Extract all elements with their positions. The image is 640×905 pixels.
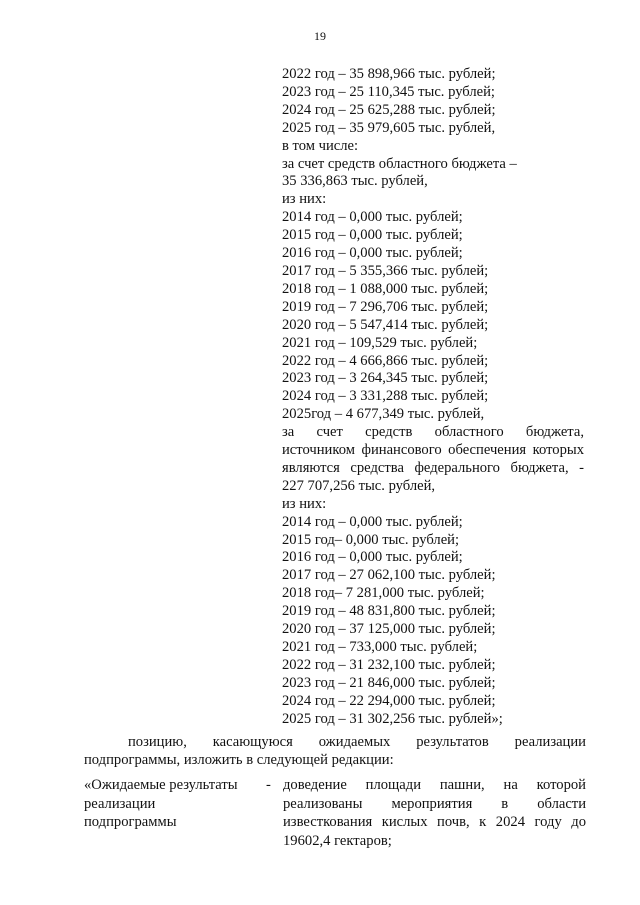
federal-year-line: 2021 год – 733,000 тыс. рублей; xyxy=(282,639,478,655)
federal-total-line: 227 707,256 тыс. рублей, xyxy=(282,477,436,494)
regional-year-line: 2015 год – 0,000 тыс. рублей; xyxy=(282,227,463,244)
outcome-label-line: подпрограммы xyxy=(84,814,177,830)
federal-total-line: из них: xyxy=(282,495,327,512)
regional-year-line: 2017 год – 5 355,366 тыс. рублей; xyxy=(282,262,489,279)
funding-line: 35 336,863 тыс. рублей, xyxy=(282,173,428,190)
regional-year-line: 2019 год – 7 296,706 тыс. рублей; xyxy=(282,298,489,315)
funding-line: в том числе: xyxy=(282,137,359,154)
funding-line: 2025 год – 35 979,605 тыс. рублей, xyxy=(282,119,496,136)
outcome-text: доведение площади пашни, на которой реализованы мероприятия в области известкования кислых почв, к 2024 году до 19602,4 гектаров; xyxy=(283,777,586,849)
page-number: 19 xyxy=(314,29,326,43)
federal-intro: за счет средств областного бюджета, источником финансового обеспечения которых являются средства федерального бюджета, - xyxy=(282,424,584,476)
funding-line: 2023 год – 25 110,345 тыс. рублей; xyxy=(282,83,495,100)
funding-line: 2024 год – 25 625,288 тыс. рублей; xyxy=(282,101,496,118)
federal-year-line: 2018 год– 7 281,000 тыс. рублей; xyxy=(282,585,485,602)
outcome-label-line: «Ожидаемые результаты xyxy=(84,777,238,793)
outcome-label-line: реализации xyxy=(84,795,156,812)
regional-year-line: 2022 год – 4 666,866 тыс. рублей; xyxy=(282,352,489,369)
federal-year-line: 2014 год – 0,000 тыс. рублей; xyxy=(282,513,463,530)
funding-block xyxy=(282,66,584,729)
federal-year-line: 2024 год – 22 294,000 тыс. рублей; xyxy=(282,692,496,709)
regional-year-line: 2023 год – 3 264,345 тыс. рублей; xyxy=(282,370,489,387)
funding-line: 2022 год – 35 898,966 тыс. рублей; xyxy=(282,66,496,82)
regional-year-line: 2021 год – 109,529 тыс. рублей; xyxy=(282,334,478,351)
outcome-label xyxy=(84,776,274,832)
federal-year-line: 2025 год – 31 302,256 тыс. рублей»; xyxy=(282,710,503,727)
regional-year-line: 2018 год – 1 088,000 тыс. рублей; xyxy=(282,280,489,297)
regional-year-line: 2024 год – 3 331,288 тыс. рублей; xyxy=(282,388,489,405)
regional-year-line: 2016 год – 0,000 тыс. рублей; xyxy=(282,245,463,262)
federal-year-line: 2015 год– 0,000 тыс. рублей; xyxy=(282,531,460,548)
federal-year-line: 2016 год – 0,000 тыс. рублей; xyxy=(282,549,463,566)
federal-year-line: 2017 год – 27 062,100 тыс. рублей; xyxy=(282,567,496,584)
regional-year-line: 2020 год – 5 547,414 тыс. рублей; xyxy=(282,316,489,333)
instruction-paragraph: позицию, касающуюся ожидаемых результатов реализации подпрограммы, изложить в следующей редакции: xyxy=(84,734,586,768)
regional-year-line: 2014 год – 0,000 тыс. рублей; xyxy=(282,209,463,226)
federal-year-line: 2023 год – 21 846,000 тыс. рублей; xyxy=(282,674,496,691)
federal-year-line: 2020 год – 37 125,000 тыс. рублей; xyxy=(282,621,496,638)
regional-year-line: 2025год – 4 677,349 тыс. рублей, xyxy=(282,406,485,423)
outcome-dash: - xyxy=(266,777,271,793)
funding-line: из них: xyxy=(282,191,327,208)
federal-year-line: 2019 год – 48 831,800 тыс. рублей; xyxy=(282,603,496,620)
federal-year-line: 2022 год – 31 232,100 тыс. рублей; xyxy=(282,656,496,673)
funding-line: за счет средств областного бюджета – xyxy=(282,155,517,172)
